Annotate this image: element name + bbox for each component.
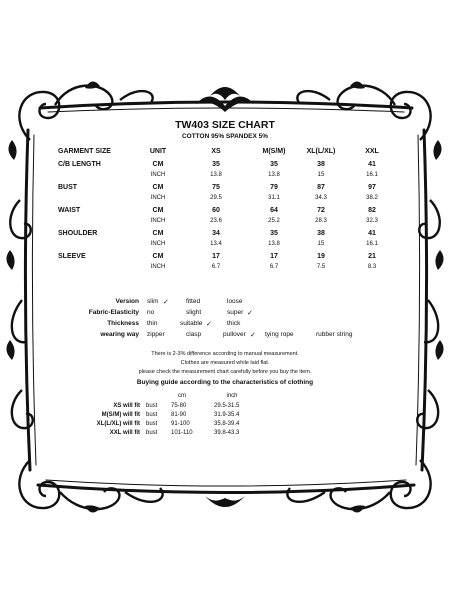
characteristic-option: no <box>147 309 155 316</box>
inch-value: 34.3 <box>315 195 327 201</box>
guide-size-label: XL(L/XL) will fit <box>96 421 140 427</box>
inch-value: 13.4 <box>210 241 222 247</box>
inch-value: 8.3 <box>367 264 377 270</box>
checkmark-icon: ✓ <box>250 332 256 339</box>
measurement-row-cm <box>0 253 450 263</box>
unit-cm: CM <box>152 161 164 168</box>
measurement-name: BUST <box>58 184 78 191</box>
unit-header: UNIT <box>149 148 167 155</box>
inch-value: 23.6 <box>210 218 222 224</box>
checkmark-icon: ✓ <box>163 299 169 306</box>
inch-value: 6.7 <box>211 264 221 270</box>
cm-value: 97 <box>368 184 376 191</box>
cm-value: 79 <box>270 184 278 191</box>
characteristic-option: zipper <box>147 331 165 338</box>
size-header-xs: XS <box>211 148 221 155</box>
guide-part: bust <box>146 430 158 436</box>
guide-inch-range: 31.9-35.4 <box>214 412 240 418</box>
cm-value: 72 <box>317 207 325 214</box>
guide-inch-header: inch <box>226 393 238 399</box>
guide-inch-range: 35.8-39.4 <box>214 421 240 427</box>
inch-value: 16.1 <box>366 241 378 247</box>
characteristic-option: thin <box>147 320 158 327</box>
characteristic-option: rubber string <box>316 331 353 338</box>
cm-value: 35 <box>270 230 278 237</box>
cm-value: 17 <box>212 253 220 260</box>
measurement-name: C/B LENGTH <box>58 161 101 168</box>
guide-part: bust <box>146 403 158 409</box>
checkmark-icon: ✓ <box>247 310 253 317</box>
guide-cm-range: 75-80 <box>171 403 187 409</box>
guide-size-label: XS will fit <box>113 403 140 409</box>
size-table-header <box>0 148 450 158</box>
inch-value: 32.3 <box>366 218 378 224</box>
cm-value: 35 <box>212 161 220 168</box>
cm-value: 19 <box>317 253 325 260</box>
inch-value: 13.8 <box>268 172 280 178</box>
characteristic-label: Fabric-Elasticity <box>88 309 139 316</box>
cm-value: 38 <box>317 230 325 237</box>
characteristic-option: loose <box>227 298 243 305</box>
guide-row <box>0 430 450 440</box>
measurement-row-cm <box>0 230 450 240</box>
cm-value: 60 <box>212 207 220 214</box>
inch-value: 31.1 <box>268 195 280 201</box>
measurement-name: SHOULDER <box>58 230 98 237</box>
measurement-row-inch <box>0 218 450 228</box>
inch-value: 13.8 <box>268 241 280 247</box>
characteristic-label: Version <box>115 298 139 305</box>
cm-value: 87 <box>317 184 325 191</box>
inch-value: 25.2 <box>268 218 280 224</box>
note-laid-flat: Clothes are measured while laid flat. <box>180 360 270 366</box>
characteristic-row <box>0 331 450 341</box>
size-header-xxl: XXL <box>365 148 379 155</box>
characteristic-option: slight <box>186 309 202 316</box>
chart-title: TW403 SIZE CHART <box>175 119 275 131</box>
guide-header <box>0 393 450 403</box>
size-header-m: M(S/M) <box>262 148 286 155</box>
unit-inch: INCH <box>150 172 166 178</box>
cm-value: 75 <box>212 184 220 191</box>
size-header-xl: XL(L/XL) <box>306 148 336 155</box>
unit-cm: CM <box>152 207 164 214</box>
note-check-chart: please check the measurement chart carefully before you buy the item. <box>138 369 312 375</box>
cm-value: 64 <box>270 207 278 214</box>
checkmark-icon: ✓ <box>206 321 212 328</box>
characteristic-option: slim <box>147 298 159 305</box>
inch-value: 13.8 <box>210 172 222 178</box>
characteristic-option: thick <box>227 320 241 327</box>
cm-value: 35 <box>270 161 278 168</box>
characteristic-option: fitted <box>186 298 201 305</box>
characteristic-row <box>0 320 450 330</box>
cm-value: 34 <box>212 230 220 237</box>
guide-cm-header: cm <box>178 393 186 399</box>
unit-inch: INCH <box>150 264 166 270</box>
measurement-row-cm <box>0 184 450 194</box>
unit-cm: CM <box>152 184 164 191</box>
inch-value: 29.5 <box>210 195 222 201</box>
measurement-row-inch <box>0 172 450 182</box>
guide-inch-range: 29.5-31.5 <box>214 403 240 409</box>
unit-inch: INCH <box>150 241 166 247</box>
unit-inch: INCH <box>150 218 166 224</box>
characteristic-label: Thickness <box>107 320 139 327</box>
measurement-row-inch <box>0 241 450 251</box>
inch-value: 16.1 <box>366 172 378 178</box>
characteristic-option: tying rope <box>265 331 294 338</box>
guide-size-label: XXL will fit <box>109 430 140 436</box>
unit-inch: INCH <box>150 195 166 201</box>
unit-cm: CM <box>152 230 164 237</box>
garment-size-header: GARMENT SIZE <box>58 148 111 155</box>
characteristic-option: pullover <box>223 331 246 338</box>
guide-part: bust <box>146 412 158 418</box>
characteristic-row <box>0 298 450 308</box>
inch-value: 15 <box>317 241 325 247</box>
guide-part: bust <box>146 421 158 427</box>
inch-value: 28.3 <box>315 218 327 224</box>
fabric-composition: COTTON 95% SPANDEX 5% <box>181 133 269 140</box>
measurement-name: SLEEVE <box>58 253 86 260</box>
measurement-row-inch <box>0 195 450 205</box>
inch-value: 7.5 <box>316 264 326 270</box>
buying-guide-title: Buying guide according to the characteristics of clothing <box>136 379 314 386</box>
inch-value: 6.7 <box>269 264 279 270</box>
guide-cm-range: 101-110 <box>171 430 193 436</box>
cm-value: 17 <box>270 253 278 260</box>
cm-value: 41 <box>368 230 376 237</box>
characteristic-label: wearing way <box>100 331 139 338</box>
characteristic-row <box>0 309 450 319</box>
guide-inch-range: 39.8-43.3 <box>214 430 240 436</box>
cm-value: 41 <box>368 161 376 168</box>
guide-cm-range: 81-90 <box>171 412 187 418</box>
cm-value: 38 <box>317 161 325 168</box>
guide-size-label: M(S/M) will fit <box>101 412 140 418</box>
characteristic-option: clasp <box>186 331 202 338</box>
measurement-name: WAIST <box>58 207 81 214</box>
inch-value: 38.2 <box>366 195 378 201</box>
measurement-row-inch <box>0 264 450 274</box>
inch-value: 15 <box>317 172 325 178</box>
cm-value: 21 <box>368 253 376 260</box>
note-difference: There is 2-3% difference according to manual measurement. <box>151 351 299 357</box>
measurement-row-cm <box>0 207 450 217</box>
guide-cm-range: 91-100 <box>171 421 190 427</box>
measurement-row-cm <box>0 161 450 171</box>
characteristic-option: suitable <box>180 320 203 327</box>
characteristic-option: super <box>227 309 244 316</box>
unit-cm: CM <box>152 253 164 260</box>
cm-value: 82 <box>368 207 376 214</box>
